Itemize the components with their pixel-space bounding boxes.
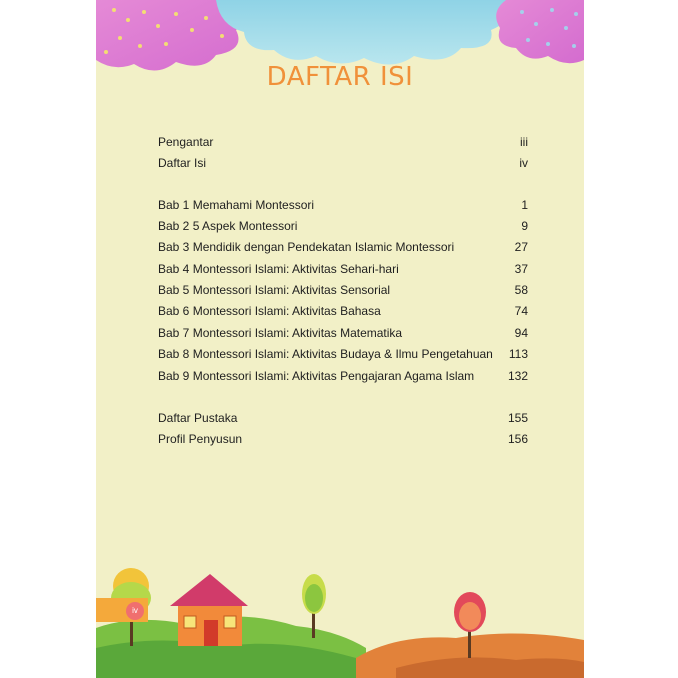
landscape-illustration <box>96 568 584 678</box>
entry-page-number: 27 <box>514 240 528 254</box>
entry-title: Bab 4 Montessori Islami: Aktivitas Sehari-hari <box>158 262 399 276</box>
entry-page-number: iv <box>519 156 528 170</box>
entry-page-number: iii <box>520 135 528 149</box>
entry-title: Daftar Pustaka <box>158 411 238 425</box>
entry-title: Daftar Isi <box>158 156 207 170</box>
entry-page-number: 37 <box>514 262 528 276</box>
toc-entry <box>158 303 528 319</box>
entry-title: Bab 7 Montessori Islami: Aktivitas Matematika <box>158 326 403 340</box>
page-number: iv <box>126 602 144 620</box>
toc-entry <box>158 197 528 213</box>
entry-title: Bab 1 Memahami Montessori <box>158 198 315 212</box>
toc-entry <box>158 346 528 362</box>
toc-entry <box>158 261 528 277</box>
entry-page-number: 113 <box>508 347 528 361</box>
entry-title: Bab 6 Montessori Islami: Aktivitas Bahasa <box>158 304 381 318</box>
toc-entry <box>158 218 528 234</box>
entry-title: Bab 8 Montessori Islami: Aktivitas Budaya & Ilmu Pengetahuan <box>158 347 493 361</box>
entry-page-number: 58 <box>514 283 528 297</box>
entry-page-number: 132 <box>507 369 528 383</box>
entry-title: Pengantar <box>158 135 214 149</box>
entry-page-number: 9 <box>521 219 528 233</box>
entry-page-number: 155 <box>507 411 528 425</box>
toc-entry <box>158 134 528 150</box>
entry-page-number: 74 <box>514 304 528 318</box>
toc-entry <box>158 410 528 426</box>
toc-entry <box>158 282 528 298</box>
entry-page-number: 1 <box>521 198 528 212</box>
toc-entry <box>158 155 528 171</box>
entry-page-number: 156 <box>507 432 528 446</box>
page-title: DAFTAR ISI <box>266 62 414 92</box>
entry-title: Bab 2 5 Aspek Montessori <box>158 219 298 233</box>
toc-entry <box>158 431 528 447</box>
entry-title: Bab 9 Montessori Islami: Aktivitas Pengajaran Agama Islam <box>158 369 475 383</box>
toc-entry <box>158 325 528 341</box>
entry-page-number: 94 <box>514 326 528 340</box>
entry-title: Bab 3 Mendidik dengan Pendekatan Islamic Montessori <box>158 240 455 254</box>
entry-title: Profil Penyusun <box>158 432 243 446</box>
toc-entry <box>158 368 528 384</box>
toc-entry <box>158 239 528 255</box>
entry-title: Bab 5 Montessori Islami: Aktivitas Sensorial <box>158 283 391 297</box>
book-page <box>96 0 584 678</box>
